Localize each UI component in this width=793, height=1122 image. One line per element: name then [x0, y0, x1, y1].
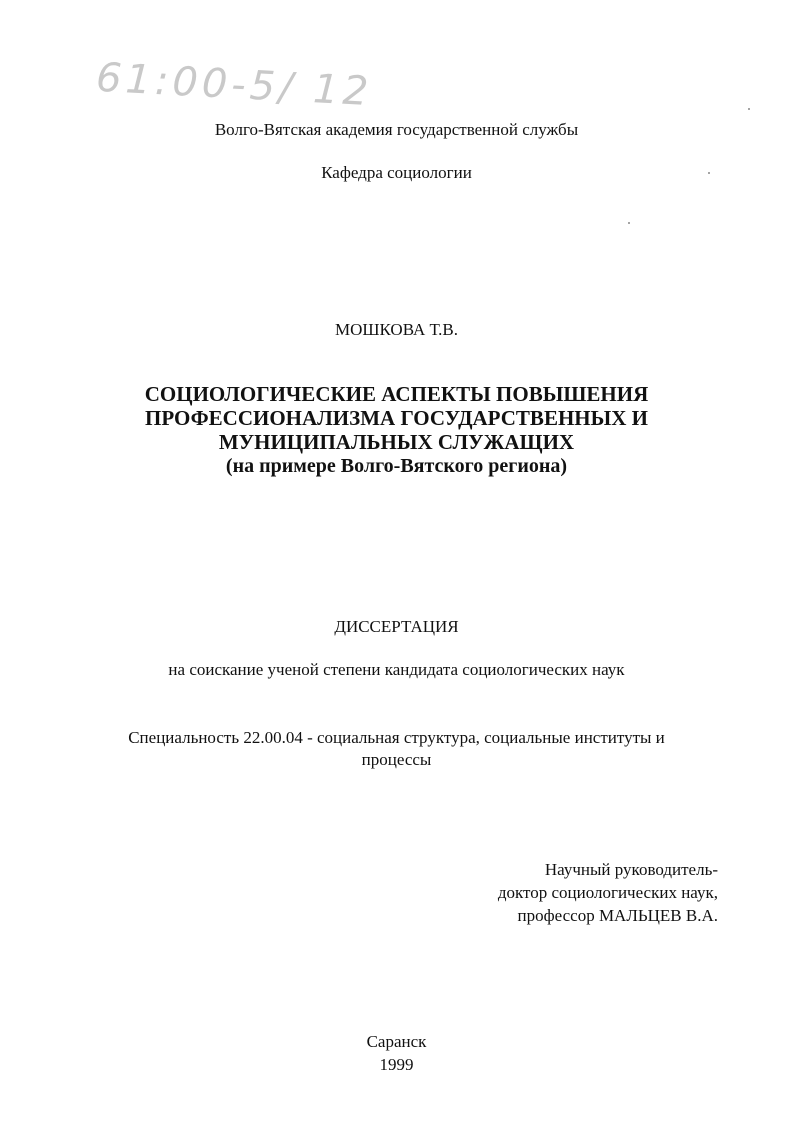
title-line-2: ПРОФЕССИОНАЛИЗМА ГОСУДАРСТВЕННЫХ И	[144, 406, 648, 430]
supervisor-block	[498, 858, 718, 927]
title-subtitle: (на примере Волго-Вятского региона)	[225, 455, 568, 477]
handwritten-archive-mark: 61:00-5/ 12	[94, 54, 374, 116]
department-name: Кафедра социологии	[321, 163, 472, 182]
specialty-line-2: процессы	[361, 750, 432, 769]
supervisor-line-3: профессор МАЛЬЦЕВ В.А.	[517, 906, 718, 925]
year: 1999	[379, 1055, 414, 1074]
degree-statement: на соискание ученой степени кандидата социологических наук	[168, 660, 625, 679]
scan-speck	[628, 222, 630, 224]
supervisor-line-2: доктор социологических наук,	[497, 883, 718, 902]
author-name: МОШКОВА Т.В.	[334, 320, 459, 339]
document-type: ДИССЕРТАЦИЯ	[334, 617, 459, 636]
title-line-3: МУНИЦИПАЛЬНЫХ СЛУЖАЩИХ	[218, 430, 575, 454]
academy-name: Волго-Вятская академия государственной службы	[214, 120, 579, 139]
city: Саранск	[366, 1032, 427, 1051]
title-line-1: СОЦИОЛОГИЧЕСКИЕ АСПЕКТЫ ПОВЫШЕНИЯ	[144, 382, 649, 406]
dissertation-title	[0, 382, 793, 478]
supervisor-line-1: Научный руководитель-	[544, 860, 718, 879]
specialty-line-1: Специальность 22.00.04 - социальная структура, социальные институты и	[128, 728, 665, 747]
scan-speck	[748, 108, 750, 110]
